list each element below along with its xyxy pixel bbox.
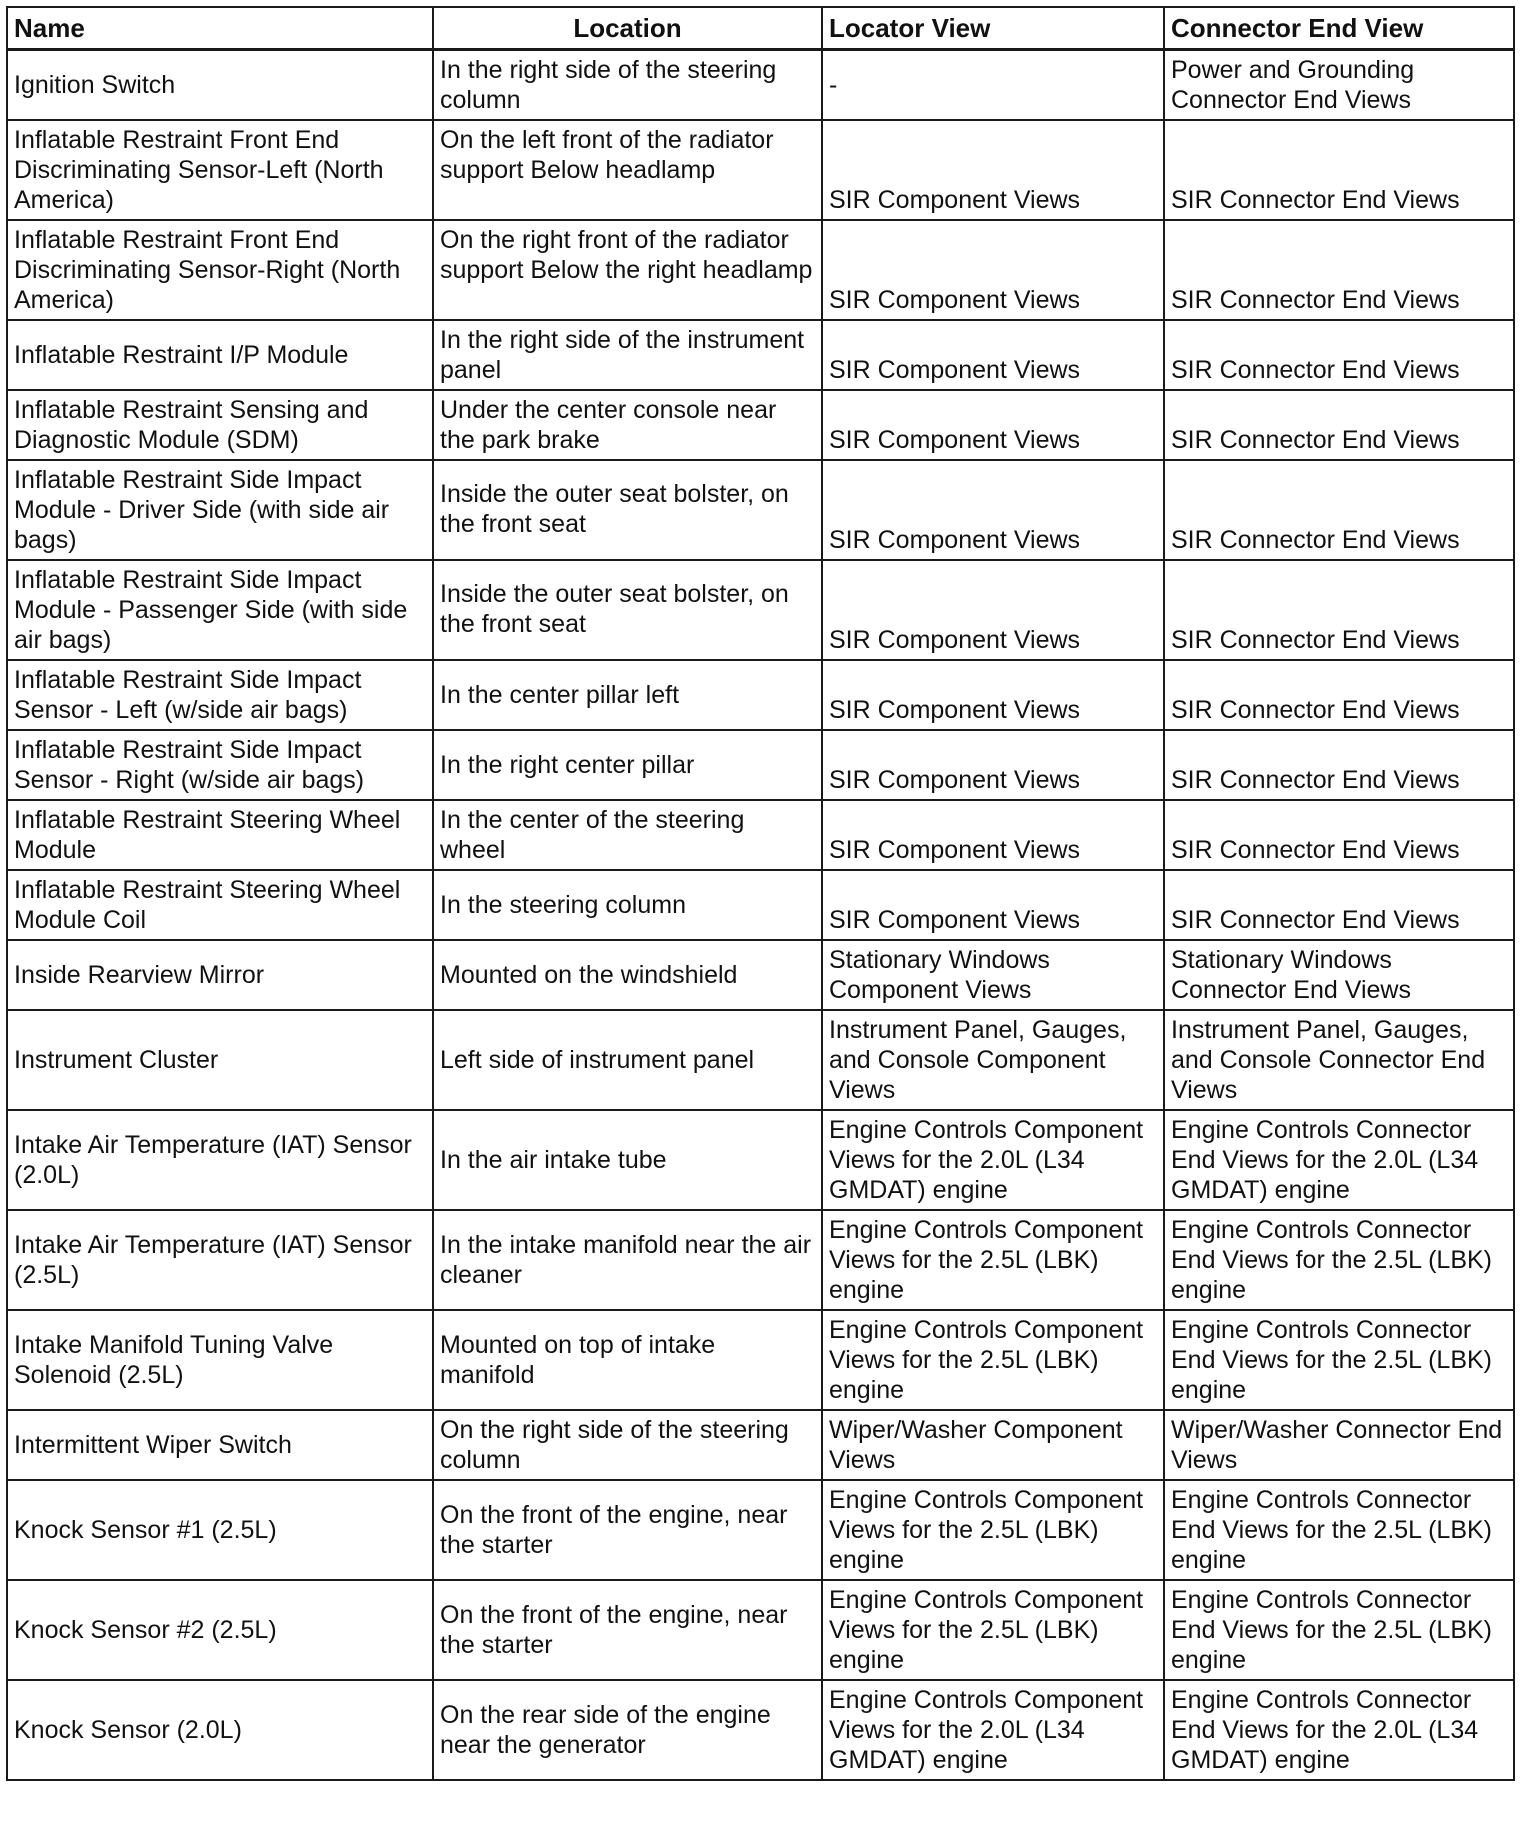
cell-locator-view: Engine Controls Component Views for the 2.5L (LBK) engine	[822, 1480, 1164, 1580]
component-locator-table	[6, 6, 1515, 1781]
cell-locator-view: SIR Component Views	[822, 120, 1164, 220]
cell-location: In the intake manifold near the air cleaner	[433, 1210, 822, 1310]
cell-location: In the center of the steering wheel	[433, 800, 822, 870]
header-locator-view: Locator View	[822, 7, 1164, 50]
cell-location: Under the center console near the park brake	[433, 390, 822, 460]
cell-name: Intake Manifold Tuning Valve Solenoid (2.5L)	[7, 1310, 433, 1410]
table-row	[7, 940, 1514, 1010]
table-row	[7, 1310, 1514, 1410]
cell-name: Ignition Switch	[7, 50, 433, 120]
cell-location: In the air intake tube	[433, 1110, 822, 1210]
cell-locator-view: SIR Component Views	[822, 460, 1164, 560]
cell-locator-view: Engine Controls Component Views for the 2.0L (L34 GMDAT) engine	[822, 1110, 1164, 1210]
cell-name: Knock Sensor #1 (2.5L)	[7, 1480, 433, 1580]
cell-location: On the right side of the steering column	[433, 1410, 822, 1480]
table-row	[7, 1580, 1514, 1680]
cell-connector-end-view: Engine Controls Connector End Views for the 2.0L (L34 GMDAT) engine	[1164, 1680, 1514, 1780]
cell-connector-end-view: Wiper/Washer Connector End Views	[1164, 1410, 1514, 1480]
cell-locator-view: SIR Component Views	[822, 320, 1164, 390]
table-row	[7, 320, 1514, 390]
cell-connector-end-view: Stationary Windows Connector End Views	[1164, 940, 1514, 1010]
cell-name: Inflatable Restraint Steering Wheel Module	[7, 800, 433, 870]
cell-name: Inflatable Restraint Side Impact Module - Driver Side (with side air bags)	[7, 460, 433, 560]
cell-name: Inflatable Restraint Front End Discriminating Sensor-Left (North America)	[7, 120, 433, 220]
cell-location: In the center pillar left	[433, 660, 822, 730]
cell-name: Knock Sensor #2 (2.5L)	[7, 1580, 433, 1680]
cell-connector-end-view: Engine Controls Connector End Views for the 2.5L (LBK) engine	[1164, 1210, 1514, 1310]
cell-location: In the right center pillar	[433, 730, 822, 800]
cell-connector-end-view: Instrument Panel, Gauges, and Console Connector End Views	[1164, 1010, 1514, 1110]
cell-name: Inflatable Restraint I/P Module	[7, 320, 433, 390]
cell-name: Inflatable Restraint Side Impact Module - Passenger Side (with side air bags)	[7, 560, 433, 660]
cell-connector-end-view: SIR Connector End Views	[1164, 560, 1514, 660]
table-row	[7, 730, 1514, 800]
table-row	[7, 1480, 1514, 1580]
cell-connector-end-view: SIR Connector End Views	[1164, 460, 1514, 560]
cell-connector-end-view: SIR Connector End Views	[1164, 730, 1514, 800]
cell-connector-end-view: SIR Connector End Views	[1164, 220, 1514, 320]
cell-locator-view: SIR Component Views	[822, 220, 1164, 320]
cell-locator-view: SIR Component Views	[822, 390, 1164, 460]
cell-locator-view: Instrument Panel, Gauges, and Console Component Views	[822, 1010, 1164, 1110]
table-row	[7, 1110, 1514, 1210]
cell-name: Inflatable Restraint Steering Wheel Module Coil	[7, 870, 433, 940]
table-row	[7, 870, 1514, 940]
cell-locator-view: Stationary Windows Component Views	[822, 940, 1164, 1010]
header-location: Location	[433, 7, 822, 50]
cell-name: Knock Sensor (2.0L)	[7, 1680, 433, 1780]
cell-location: In the right side of the instrument panel	[433, 320, 822, 390]
header-name: Name	[7, 7, 433, 50]
cell-name: Intake Air Temperature (IAT) Sensor (2.0L)	[7, 1110, 433, 1210]
table-row	[7, 1210, 1514, 1310]
cell-locator-view: SIR Component Views	[822, 730, 1164, 800]
table-row	[7, 560, 1514, 660]
cell-location: On the left front of the radiator support Below headlamp	[433, 120, 822, 220]
cell-connector-end-view: SIR Connector End Views	[1164, 660, 1514, 730]
cell-name: Inflatable Restraint Sensing and Diagnostic Module (SDM)	[7, 390, 433, 460]
cell-location: In the steering column	[433, 870, 822, 940]
cell-connector-end-view: Power and Grounding Connector End Views	[1164, 50, 1514, 120]
cell-connector-end-view: Engine Controls Connector End Views for the 2.5L (LBK) engine	[1164, 1310, 1514, 1410]
cell-name: Intake Air Temperature (IAT) Sensor (2.5L)	[7, 1210, 433, 1310]
cell-locator-view: SIR Component Views	[822, 800, 1164, 870]
cell-location: On the front of the engine, near the starter	[433, 1480, 822, 1580]
cell-locator-view: Engine Controls Component Views for the 2.5L (LBK) engine	[822, 1310, 1164, 1410]
table-row	[7, 120, 1514, 220]
cell-location: On the front of the engine, near the starter	[433, 1580, 822, 1680]
cell-connector-end-view: SIR Connector End Views	[1164, 120, 1514, 220]
component-locator-table-wrapper	[6, 6, 1515, 1781]
cell-name: Intermittent Wiper Switch	[7, 1410, 433, 1480]
table-row	[7, 220, 1514, 320]
cell-location: Inside the outer seat bolster, on the front seat	[433, 560, 822, 660]
cell-locator-view: Engine Controls Component Views for the 2.0L (L34 GMDAT) engine	[822, 1680, 1164, 1780]
cell-location: On the rear side of the engine near the generator	[433, 1680, 822, 1780]
cell-locator-view: Engine Controls Component Views for the 2.5L (LBK) engine	[822, 1210, 1164, 1310]
cell-location: Inside the outer seat bolster, on the front seat	[433, 460, 822, 560]
cell-location: Left side of instrument panel	[433, 1010, 822, 1110]
cell-connector-end-view: SIR Connector End Views	[1164, 390, 1514, 460]
cell-location: Mounted on the windshield	[433, 940, 822, 1010]
cell-connector-end-view: SIR Connector End Views	[1164, 870, 1514, 940]
cell-location: Mounted on top of intake manifold	[433, 1310, 822, 1410]
cell-name: Inflatable Restraint Side Impact Sensor - Left (w/side air bags)	[7, 660, 433, 730]
cell-connector-end-view: Engine Controls Connector End Views for the 2.0L (L34 GMDAT) engine	[1164, 1110, 1514, 1210]
table-row	[7, 800, 1514, 870]
table-row	[7, 660, 1514, 730]
cell-locator-view: Wiper/Washer Component Views	[822, 1410, 1164, 1480]
table-row	[7, 390, 1514, 460]
cell-connector-end-view: Engine Controls Connector End Views for the 2.5L (LBK) engine	[1164, 1580, 1514, 1680]
header-connector-end-view: Connector End View	[1164, 7, 1514, 50]
cell-locator-view: SIR Component Views	[822, 660, 1164, 730]
cell-connector-end-view: SIR Connector End Views	[1164, 320, 1514, 390]
cell-name: Inside Rearview Mirror	[7, 940, 433, 1010]
cell-name: Inflatable Restraint Side Impact Sensor - Right (w/side air bags)	[7, 730, 433, 800]
cell-locator-view: SIR Component Views	[822, 560, 1164, 660]
cell-connector-end-view: Engine Controls Connector End Views for the 2.5L (LBK) engine	[1164, 1480, 1514, 1580]
cell-name: Instrument Cluster	[7, 1010, 433, 1110]
cell-locator-view: -	[822, 50, 1164, 120]
table-row	[7, 460, 1514, 560]
cell-name: Inflatable Restraint Front End Discriminating Sensor-Right (North America)	[7, 220, 433, 320]
cell-location: On the right front of the radiator support Below the right headlamp	[433, 220, 822, 320]
table-row	[7, 1010, 1514, 1110]
cell-locator-view: SIR Component Views	[822, 870, 1164, 940]
header-row	[7, 7, 1514, 50]
table-row	[7, 1410, 1514, 1480]
table-row	[7, 50, 1514, 120]
cell-locator-view: Engine Controls Component Views for the 2.5L (LBK) engine	[822, 1580, 1164, 1680]
cell-location: In the right side of the steering column	[433, 50, 822, 120]
cell-connector-end-view: SIR Connector End Views	[1164, 800, 1514, 870]
table-row	[7, 1680, 1514, 1780]
